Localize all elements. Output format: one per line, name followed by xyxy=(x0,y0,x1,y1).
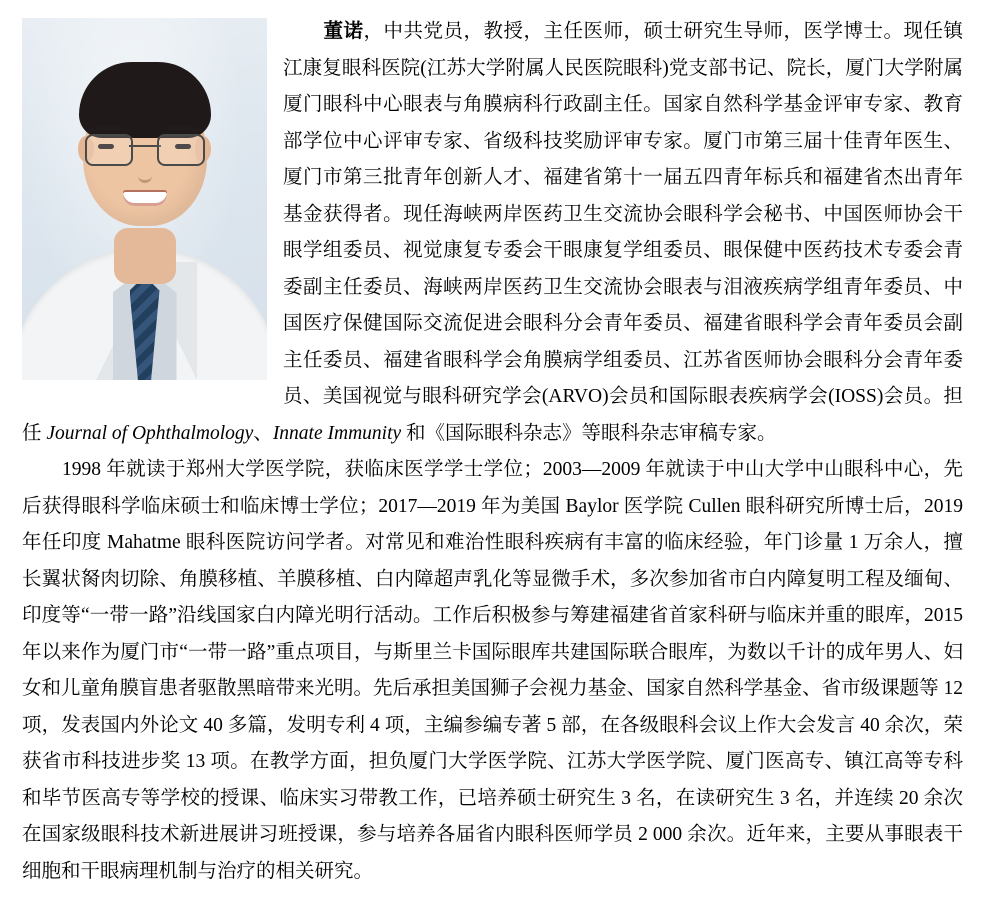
portrait-glasses-lens-right xyxy=(157,134,205,166)
portrait-neck xyxy=(114,228,176,284)
portrait-photo xyxy=(22,18,267,380)
bio-career-text: 1998 年就读于郑州大学医学院，获临床医学学士学位；2003—2009 年就读于中山大学中山眼科中心，先后获得眼科学临床硕士和临床博士学位；2017—2019 年为美国 Baylor 医学院 Cullen 眼科研究所博士后，2019 年任印度 Mahatme 眼科医院访问学者。对常见和难治性眼科疾病有丰富的临床经验，年门诊量 1 万余人，擅长翼状胬肉切除、角膜移植、羊膜移植、白内障超声乳化等显微手术，多次参加省市白内障复明工程及缅甸、印度等“一带一路”沿线国家白内障光明行活动。工作后积极参与筹建福建省首家科研与临床并重的眼库，2015 年以来作为厦门市“一带一路”重点项目，与斯里兰卡国际眼库共建国际联合眼库，为数以千计的成年男人、妇女和儿童角膜盲患者驱散黑暗带来光明。先后承担美国狮子会视力基金、国家自然科学基金、省市级课题等 12 项，发表国内外论文 40 多篇，发明专利 4 项，主编参编专著 5 部，在各级眼科会议上作大会发言 40 余次，荣获省市科技进步奖 13 项。在教学方面，担负厦门大学医学院、江苏大学医学院、厦门医高专、镇江高等专科和毕节医高专等学校的授课、临床实习带教工作，已培养硕士研究生 3 名，在读研究生 3 名，并连续 20 余次在国家级眼科技术新进展讲习班授课，参与培养各届省内眼科医师学员 2 000 余次。近年来，主要从事眼表干细胞和干眼病理机制与治疗的相关研究。 xyxy=(22,459,963,882)
bio-intro-text-part2: 和《国际眼科杂志》等眼科杂志审稿专家。 xyxy=(401,422,777,444)
biography-block xyxy=(22,14,963,452)
bio-paragraph-career xyxy=(22,452,963,890)
portrait-glasses-lens-left xyxy=(85,134,133,166)
portrait-mouth xyxy=(123,192,167,206)
portrait-nose xyxy=(138,160,152,183)
journal-title-ophthalmology: Journal of Ophthalmology xyxy=(46,422,254,444)
journal-title-innate-immunity: Innate Immunity xyxy=(272,422,402,444)
journal-separator: 、 xyxy=(253,422,273,444)
bio-intro-text-part1: ，中共党员，教授，主任医师，硕士研究生导师，医学博士。现任镇江康复眼科医院(江苏大学附属人民医院眼科)党支部书记、院长，厦门大学附属厦门眼科中心眼表与角膜病科行政副主任。国家自然科学基金评审专家、教育部学位中心评审专家、省级科技奖励评审专家。厦门市第三届十佳青年医生、厦门市第三批青年创新人才、福建省第十一届五四青年标兵和福建省杰出青年基金获得者。现任海峡两岸医药卫生交流协会眼科学会秘书、中国医师协会干眼学组委员、视觉康复专委会干眼康复学组委员、眼保健中医药技术专委会青委副主任委员、海峡两岸医药卫生交流协会眼表与泪液疾病学组青年委员、中国医疗保健国际交流促进会眼科分会青年委员、福建省眼科学会青年委员会副主任委员、福建省眼科学会角膜病学组委员、江苏省医师协会眼科分会青年委员、美国视觉与眼科研究学会(ARVO)会员和国际眼表疾病学会(IOSS)会员。担任 xyxy=(22,21,963,444)
person-name: 董诺 xyxy=(322,21,364,42)
